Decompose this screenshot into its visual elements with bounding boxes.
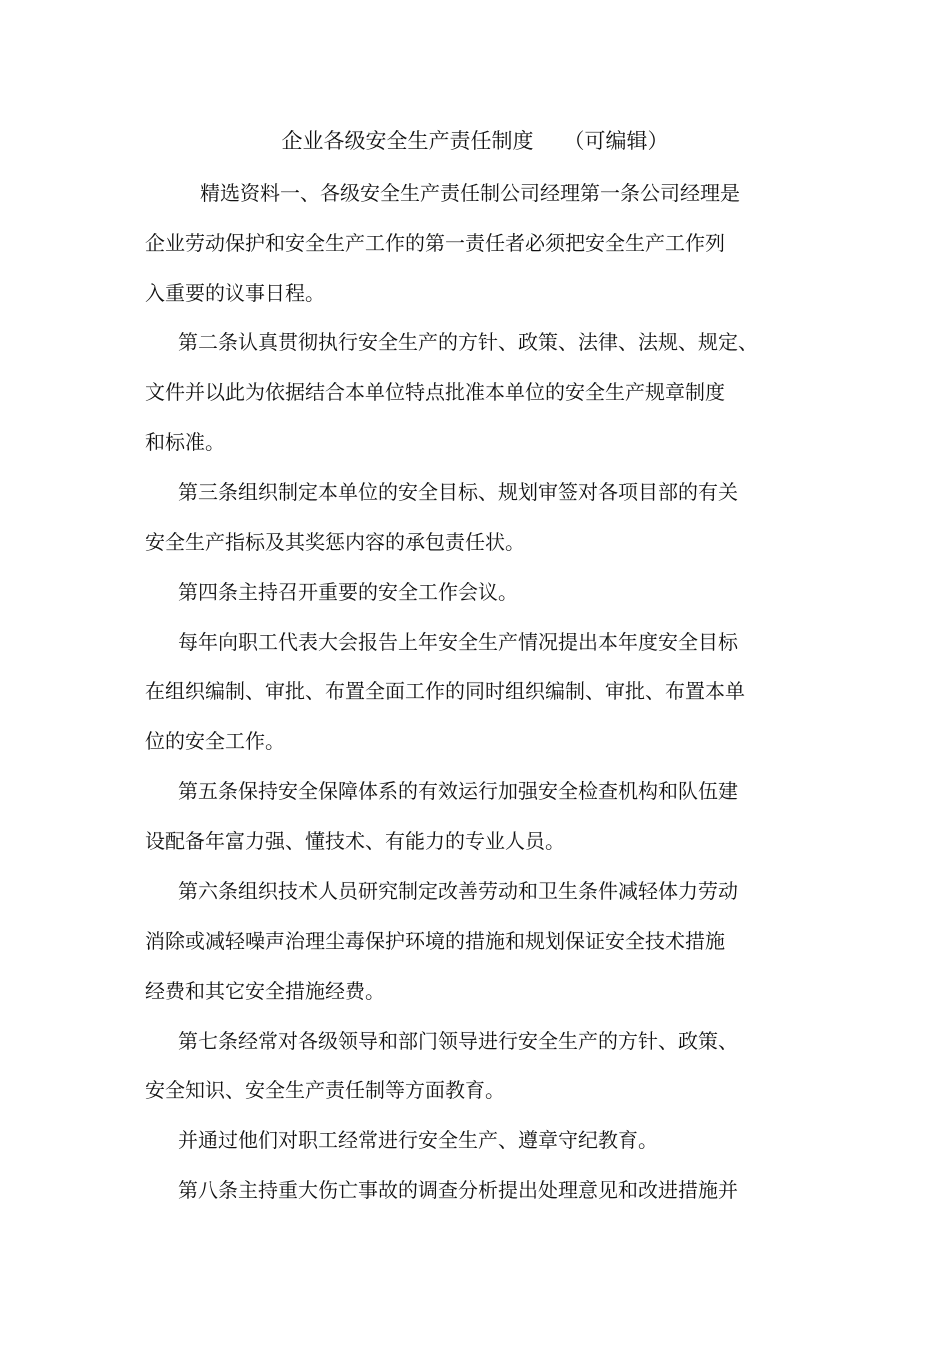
paragraph-line: 和标准。 (145, 430, 225, 454)
paragraph-line: 第五条保持安全保障体系的有效运行加强安全检查机构和队伍建 (178, 779, 738, 803)
paragraph-line: 安全知识、安全生产责任制等方面教育。 (145, 1078, 505, 1102)
paragraph-line: 第六条组织技术人员研究制定改善劳动和卫生条件减轻体力劳动 (178, 879, 738, 903)
document-title (0, 126, 950, 156)
paragraph-line: 文件并以此为依据结合本单位特点批准本单位的安全生产规章制度 (145, 380, 725, 404)
title-suffix: （可编辑） (563, 129, 669, 153)
paragraph-line: 位的安全工作。 (145, 729, 285, 753)
paragraph-line: 企业劳动保护和安全生产工作的第一责任者必须把安全生产工作列 (145, 231, 725, 255)
paragraph-line: 精选资料一、各级安全生产责任制公司经理第一条公司经理是 (200, 181, 740, 205)
paragraph-line: 第三条组织制定本单位的安全目标、规划审签对各项目部的有关 (178, 480, 738, 504)
paragraph-line: 第七条经常对各级领导和部门领导进行安全生产的方针、政策、 (178, 1029, 738, 1053)
paragraph-line: 第二条认真贯彻执行安全生产的方针、政策、法律、法规、规定、 (178, 330, 758, 354)
paragraph-line: 安全生产指标及其奖惩内容的承包责任状。 (145, 530, 525, 554)
paragraph-line: 消除或减轻噪声治理尘毒保护环境的措施和规划保证安全技术措施 (145, 929, 725, 953)
paragraph-line: 设配备年富力强、懂技术、有能力的专业人员。 (145, 829, 565, 853)
paragraph-line: 并通过他们对职工经常进行安全生产、遵章守纪教育。 (178, 1128, 658, 1152)
paragraph-line: 第八条主持重大伤亡事故的调查分析提出处理意见和改进措施并 (178, 1178, 738, 1202)
paragraph-line: 经费和其它安全措施经费。 (145, 979, 385, 1003)
paragraph-line: 每年向职工代表大会报告上年安全生产情况提出本年度安全目标 (178, 630, 738, 654)
paragraph-line: 第四条主持召开重要的安全工作会议。 (178, 580, 518, 604)
paragraph-line: 入重要的议事日程。 (145, 281, 325, 305)
title-main: 企业各级安全生产责任制度 (281, 129, 534, 153)
paragraph-line: 在组织编制、审批、布置全面工作的同时组织编制、审批、布置本单 (145, 679, 745, 703)
